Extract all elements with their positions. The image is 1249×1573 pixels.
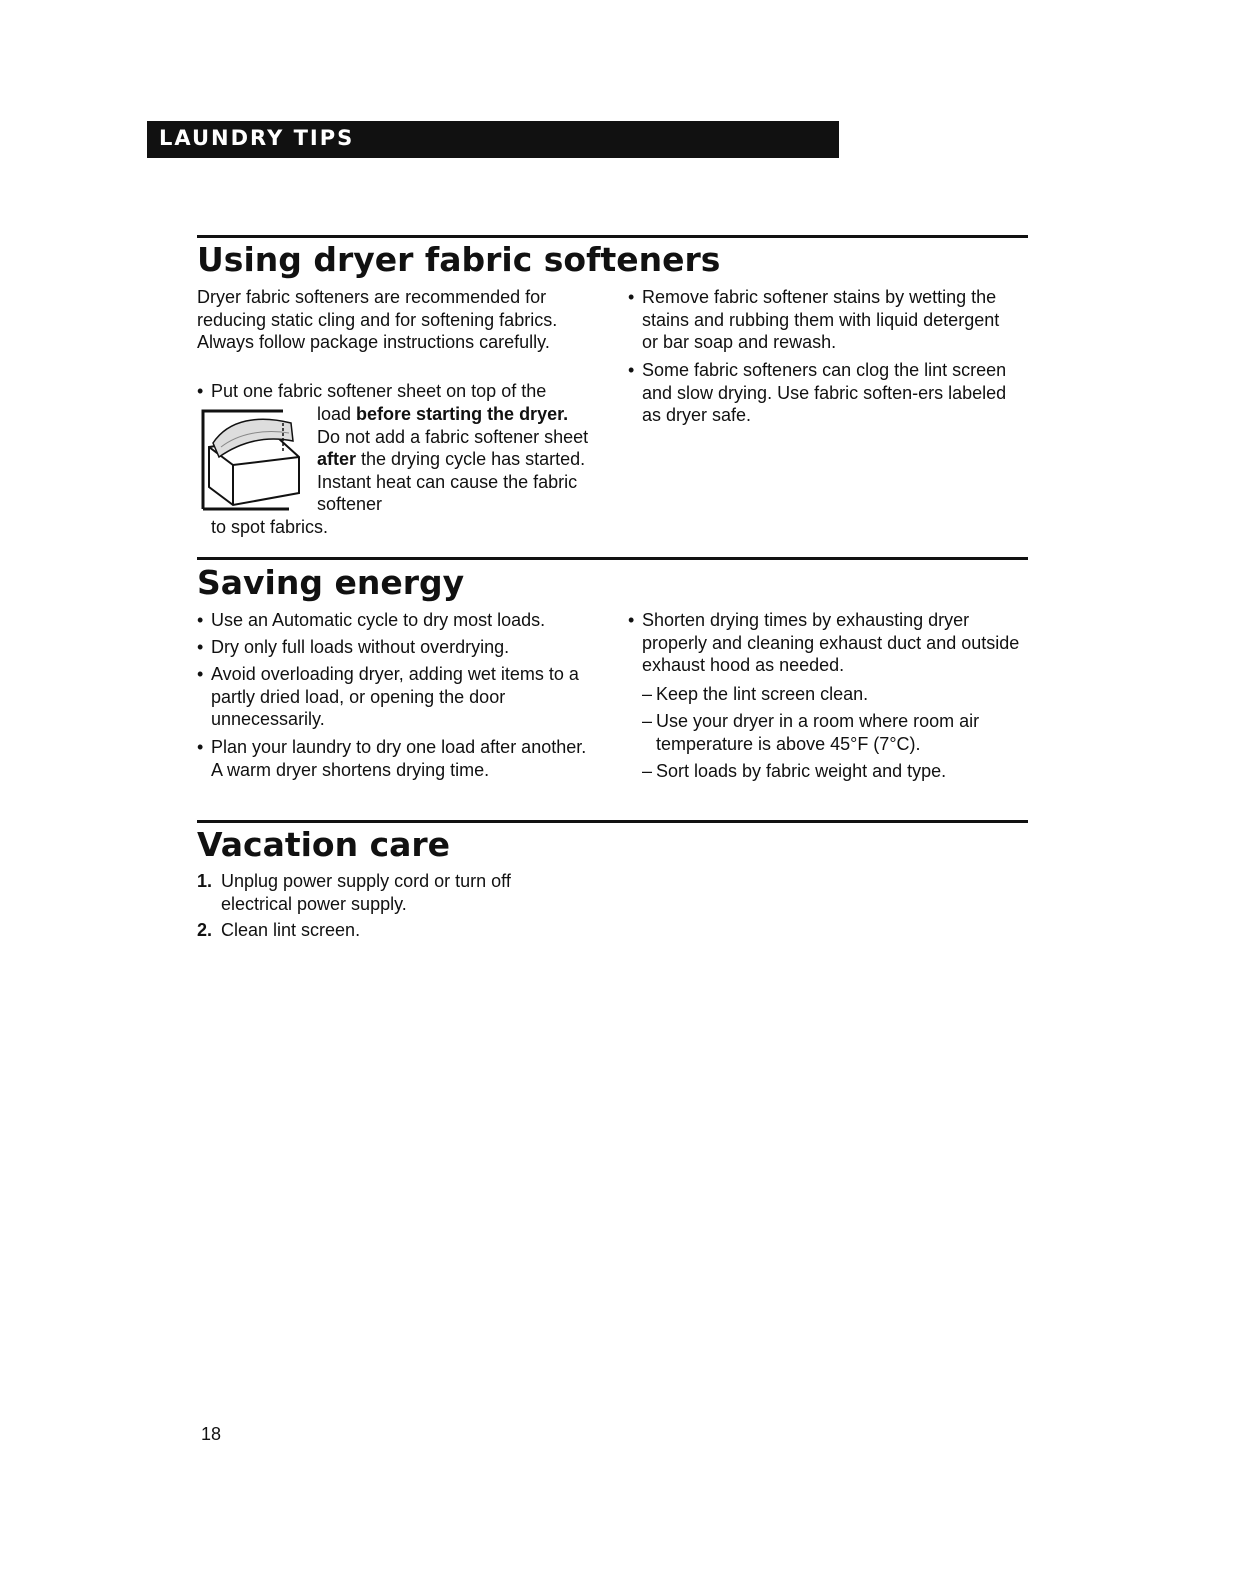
softeners-intro: Dryer fabric softeners are recommended for reducing static cling and for softening fabrics. Always follow package instructions carefully. [197, 287, 558, 352]
bullet-dot-icon: • [628, 610, 635, 630]
banner-title: LAUNDRY TIPS [159, 126, 355, 150]
energy-dash-2: – Use your dryer in a room where room air temperature is above 45°F (7°C). [642, 711, 980, 754]
bullet-dot-icon: • [197, 664, 204, 684]
vacation-title: Vacation care [197, 825, 451, 864]
softeners-right-bullet-1: • Remove fabric softener stains by wetting the stains and rubbing them with liquid detergent or bar soap and rewash. [628, 287, 1000, 352]
energy-dash-3: – Sort loads by fabric weight and type. [642, 761, 947, 781]
section-rule [197, 820, 1028, 823]
energy-left-bullet-4: • Plan your laundry to dry one load after another. A warm dryer shortens drying time. [197, 737, 587, 780]
dryer-sheet-box-icon [199, 407, 303, 511]
energy-left-bullet-1: • Use an Automatic cycle to dry most loads. [197, 610, 546, 630]
softeners-right-bullet-2: • Some fabric softeners can clog the lint screen and slow drying. Use fabric soften-ers labeled as dryer safe. [628, 360, 1007, 425]
bullet-dot-icon: • [628, 360, 635, 380]
bullet-dot-icon: • [628, 287, 635, 307]
energy-right-bullet: • Shorten drying times by exhausting dryer properly and cleaning exhaust duct and outside exhaust hood as needed. [628, 610, 1020, 675]
bullet-dot-icon: • [197, 737, 204, 757]
section-rule [197, 235, 1028, 238]
bullet-dot-icon: • [197, 610, 204, 630]
vacation-step-1: 1. Unplug power supply cord or turn off electrical power supply. [197, 871, 511, 914]
energy-dash-1: – Keep the lint screen clean. [642, 684, 869, 704]
softeners-bullet-1-body: load before starting the dryer. Do not add a fabric softener sheet after the drying cycle has started. Instant heat can cause the fabric softener [317, 404, 589, 514]
section-banner [147, 121, 839, 158]
softeners-bullet-1-tail: to spot fabrics. [211, 517, 329, 537]
vacation-step-2: 2. Clean lint screen. [197, 920, 361, 940]
energy-left-bullet-2: • Dry only full loads without overdrying. [197, 637, 510, 657]
bullet-dot-icon: • [197, 381, 204, 401]
energy-title: Saving energy [197, 563, 465, 602]
softeners-bullet-1-lead: • Put one fabric softener sheet on top of the [197, 381, 547, 401]
softeners-title: Using dryer fabric softeners [197, 240, 721, 279]
page-number: 18 [201, 1424, 222, 1444]
energy-left-bullet-3: • Avoid overloading dryer, adding wet items to a partly dried load, or opening the door unnecessarily. [197, 664, 579, 729]
section-rule [197, 557, 1028, 560]
bullet-dot-icon: • [197, 637, 204, 657]
